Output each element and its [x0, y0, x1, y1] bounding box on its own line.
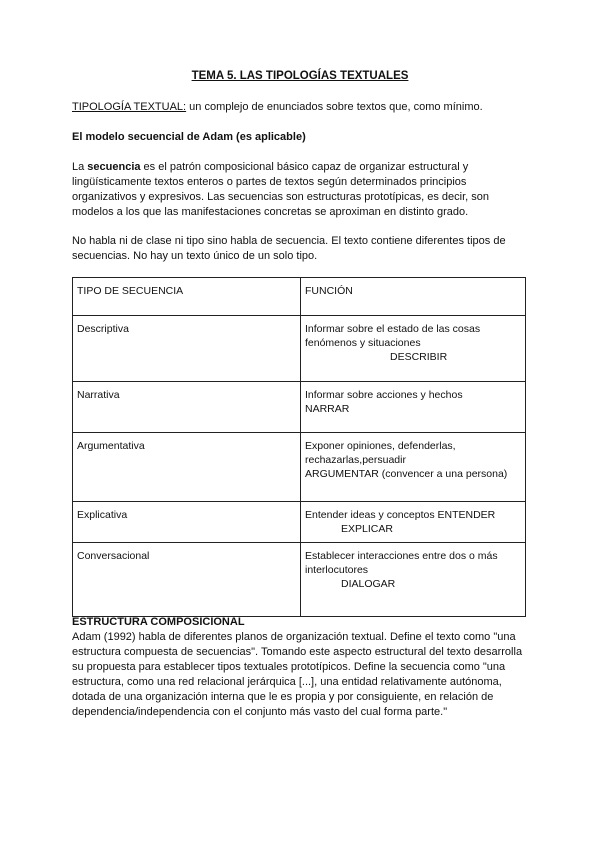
function-verb: EXPLICAR: [341, 523, 393, 535]
sequence-table: [72, 277, 526, 617]
definition-term: TIPOLOGÍA TEXTUAL:: [72, 101, 187, 113]
row-type: Explicativa: [73, 502, 301, 543]
estructura-heading: ESTRUCTURA COMPOSICIONAL: [72, 616, 245, 628]
row-function: [301, 316, 526, 382]
table-row: [73, 502, 526, 543]
row-type: Descriptiva: [73, 316, 301, 382]
row-function: [301, 382, 526, 433]
sequence-paragraph: [72, 160, 532, 220]
function-line: Exponer opiniones, defenderlas,: [305, 440, 456, 452]
function-line: Entender ideas y conceptos ENTENDER: [305, 509, 496, 521]
header-tipo: TIPO DE SECUENCIA: [73, 278, 301, 316]
secuencia-note-paragraph: No habla ni de clase ni tipo sino habla de secuencia. El texto contiene diferentes tipos de secuencias. No hay un texto único de un solo tipo.: [72, 235, 506, 262]
estructura-paragraph: Adam (1992) habla de diferentes planos de organización textual. Define el texto como "una estructura compuesta de secuencias". Tomando este aspecto estructural del texto desarrolla su propuesta para establecer tipos textuales prototípicos. Define la secuencia como "una estructura, como una red relacional jerárquica [...], una entidad relativamente autónoma, dotada de una organización interna que le es propia y por consiguiente, en relación de dependencia/independencia con el conjunto más vasto del cual forma parte.": [72, 631, 523, 718]
header-funcion: FUNCIÓN: [301, 278, 526, 316]
sequence-term: secuencia: [87, 161, 141, 173]
row-type: Conversacional: [73, 543, 301, 617]
table-row: [73, 382, 526, 433]
row-function: [301, 543, 526, 617]
row-type: Argumentativa: [73, 433, 301, 502]
function-line: fenómenos y situaciones: [305, 337, 421, 349]
row-type: Narrativa: [73, 382, 301, 433]
function-verb: ARGUMENTAR (convencer a una persona): [305, 468, 508, 480]
function-line: Informar sobre el estado de las cosas: [305, 323, 481, 335]
function-line: rechazarlas,persuadir: [305, 454, 406, 466]
table-row: [73, 316, 526, 382]
table-row: [73, 543, 526, 617]
table-header-row: [73, 278, 526, 316]
function-line: Informar sobre acciones y hechos: [305, 389, 463, 401]
function-verb: NARRAR: [305, 403, 350, 415]
function-verb: DIALOGAR: [341, 578, 396, 590]
row-function: [301, 502, 526, 543]
definition-text: un complejo de enunciados sobre textos que, como mínimo.: [186, 101, 483, 113]
function-verb: DESCRIBIR: [390, 351, 448, 363]
function-line: interlocutores: [305, 564, 369, 576]
sequence-prefix: La: [72, 161, 88, 173]
row-function: [301, 433, 526, 502]
sequence-text: es el patrón composicional básico capaz de organizar estructural y lingüísticamente textos enteros o partes de textos según determinados principios organizativos y expresivos. Las secuencias son estructuras prototípicas, es decir, son modelos a los que las manifestaciones concretas se aproximan en distinto grado.: [72, 161, 489, 218]
page-title: TEMA 5. LAS TIPOLOGÍAS TEXTUALES: [191, 70, 409, 82]
function-line: Establecer interacciones entre dos o más: [305, 550, 498, 562]
table-row: [73, 433, 526, 502]
adam-heading: El modelo secuencial de Adam (es aplicable): [72, 131, 306, 143]
definition-paragraph: [72, 100, 532, 115]
